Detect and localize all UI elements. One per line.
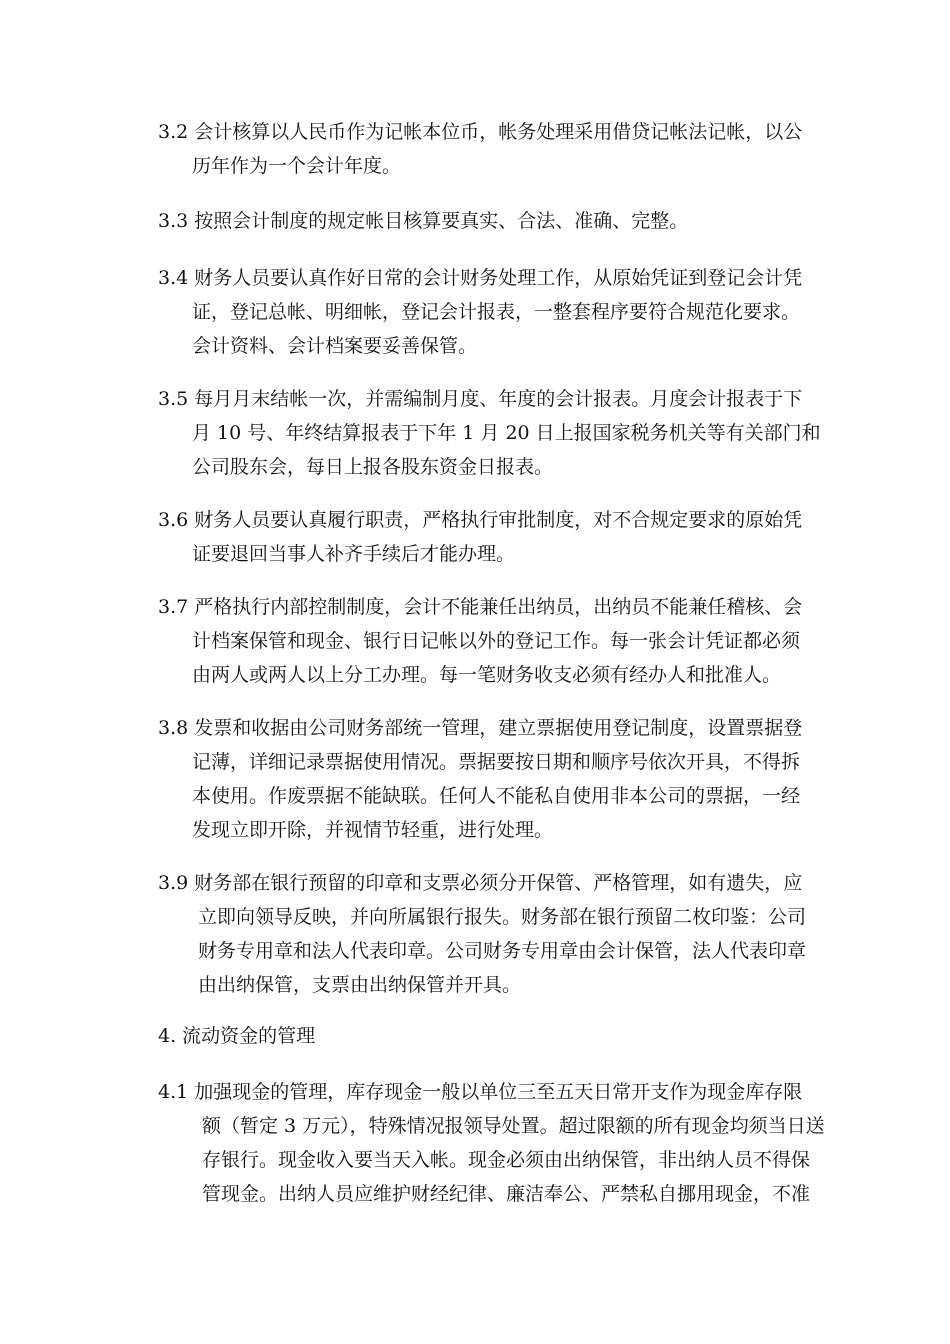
clause-line: 立即向领导反映，并向所属银行报失。财务部在银行预留二枚印鉴：公司: [198, 906, 807, 928]
clause-line: 3.4 财务人员要认真作好日常的会计财务处理工作，从原始凭证到登记会计凭: [158, 267, 803, 289]
clause-line: 3.5 每月月末结帐一次，并需编制月度、年度的会计报表。月度会计报表于下: [158, 388, 803, 410]
clause-line: 3.6 财务人员要认真履行职责，严格执行审批制度，对不合规定要求的原始凭: [158, 509, 803, 531]
clause-line: 额（暂定 3 万元），特殊情况报领导处置。超过限额的所有现金均须当日送: [202, 1115, 825, 1137]
clause-line: 证，登记总帐、明细帐，登记会计报表，一整套程序要符合规范化要求。: [192, 301, 801, 323]
clause-line: 记薄，详细记录票据使用情况。票据要按日期和顺序号依次开具，不得拆: [192, 751, 801, 773]
clause-line: 3.9 财务部在银行预留的印章和支票必须分开保管、严格管理，如有遗失，应: [158, 872, 803, 894]
clause-line: 计档案保管和现金、银行日记帐以外的登记工作。每一张会计凭证都必须: [192, 630, 801, 652]
clause-4-1: [158, 1075, 828, 1211]
clause-line: 存银行。现金收入要当天入帐。现金必须由出纳保管，非出纳人员不得保: [202, 1149, 811, 1171]
clause-3-8: [158, 711, 828, 847]
clause-line: 3.8 发票和收据由公司财务部统一管理，建立票据使用登记制度，设置票据登: [158, 717, 803, 739]
clause-line: 4.1 加强现金的管理，库存现金一般以单位三至五天日常开支作为现金库存限: [158, 1081, 803, 1103]
clause-line: 发现立即开除，并视情节轻重，进行处理。: [192, 819, 554, 841]
clause-3-9: [158, 866, 828, 1002]
clause-line: 历年作为一个会计年度。: [192, 155, 402, 177]
clause-line: 管现金。出纳人员应维护财经纪律、廉洁奉公、严禁私自挪用现金，不准: [202, 1183, 811, 1205]
clause-line: 3.3 按照会计制度的规定帐目核算要真实、合法、准确、完整。: [158, 210, 689, 232]
clause-line: 3.2 会计核算以人民币作为记帐本位币，帐务处理采用借贷记帐法记帐，以公: [158, 121, 803, 143]
clause-line: 本使用。作废票据不能缺联。任何人不能私自使用非本公司的票据，一经: [192, 785, 801, 807]
clause-line: 由出纳保管，支票由出纳保管并开具。: [198, 974, 522, 996]
clause-3-4: [158, 261, 828, 363]
clause-3-2: [158, 115, 828, 183]
clause-line: 由两人或两人以上分工办理。每一笔财务收支必须有经办人和批准人。: [192, 664, 782, 686]
clause-line: 公司股东会，每日上报各股东资金日报表。: [192, 456, 554, 478]
clause-line: 月 10 号、年终结算报表于下年 1 月 20 日上报国家税务机关等有关部门和: [192, 422, 821, 444]
section-heading: 4. 流动资金的管理: [158, 1025, 316, 1047]
clause-3-3: [158, 204, 828, 238]
section-heading-4: [158, 1019, 828, 1053]
clause-3-7: [158, 590, 828, 692]
clause-line: 证要退回当事人补齐手续后才能办理。: [192, 543, 516, 565]
clause-3-5: [158, 382, 828, 484]
clause-line: 会计资料、会计档案要妥善保管。: [192, 335, 478, 357]
clause-3-6: [158, 503, 828, 571]
clause-line: 财务专用章和法人代表印章。公司财务专用章由会计保管，法人代表印章: [198, 940, 807, 962]
clause-line: 3.7 严格执行内部控制制度，会计不能兼任出纳员，出纳员不能兼任稽核、会: [158, 596, 803, 618]
